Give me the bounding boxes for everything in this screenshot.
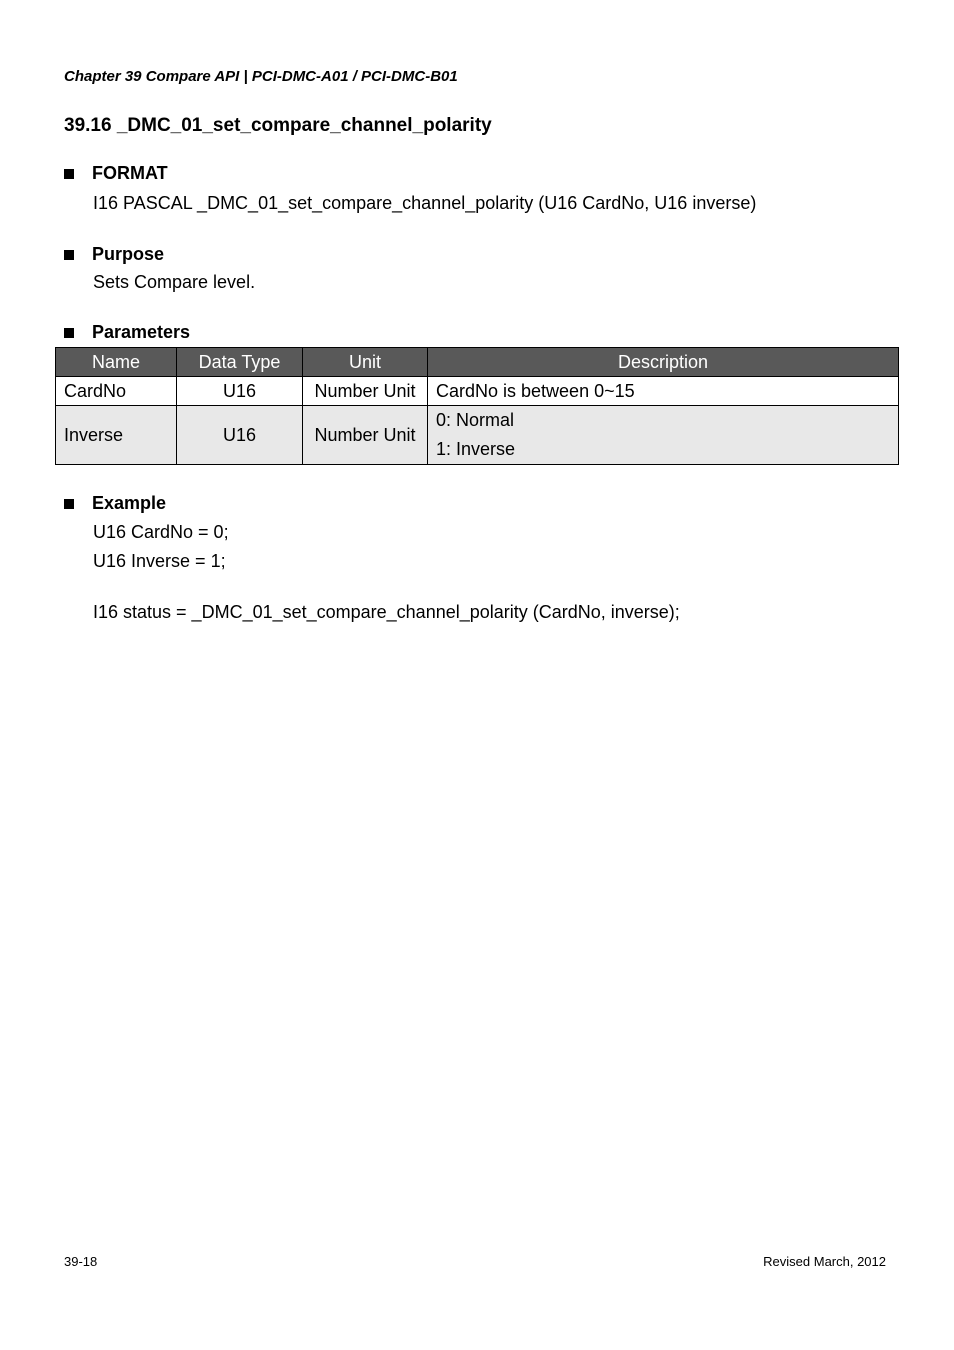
- revision-date: Revised March, 2012: [763, 1254, 886, 1269]
- chapter-header: Chapter 39 Compare API | PCI-DMC-A01 / PCI-DMC-B01: [64, 68, 458, 85]
- square-bullet-icon: [64, 499, 74, 509]
- param-unit-cell: Number Unit: [303, 406, 428, 465]
- param-type-cell: U16: [177, 406, 303, 465]
- table-row: [56, 406, 899, 465]
- section-title: 39.16 _DMC_01_set_compare_channel_polarity: [64, 115, 492, 136]
- purpose-heading: [64, 244, 164, 265]
- example-line: U16 CardNo = 0;: [93, 522, 229, 542]
- desc-line: 0: Normal: [436, 410, 515, 430]
- column-header-data-type: Data Type: [177, 348, 303, 377]
- table-row: [56, 377, 899, 406]
- param-desc-cell: CardNo is between 0~15: [428, 377, 899, 406]
- parameters-table: [55, 347, 899, 465]
- param-name-cell: Inverse: [56, 406, 177, 465]
- format-text: I16 PASCAL _DMC_01_set_compare_channel_polarity (U16 CardNo, U16 inverse): [93, 193, 757, 213]
- parameters-heading: [64, 322, 190, 343]
- square-bullet-icon: [64, 250, 74, 260]
- column-header-name: Name: [56, 348, 177, 377]
- square-bullet-icon: [64, 169, 74, 179]
- example-line: U16 Inverse = 1;: [93, 551, 226, 571]
- format-heading: [64, 163, 168, 184]
- purpose-heading-label: Purpose: [92, 244, 165, 264]
- example-heading-label: Example: [92, 493, 167, 513]
- purpose-text: Sets Compare level.: [93, 272, 256, 292]
- param-desc-cell: [428, 406, 899, 465]
- column-header-description: Description: [428, 348, 899, 377]
- param-name-cell: CardNo: [56, 377, 177, 406]
- desc-line: 1: Inverse: [436, 439, 516, 459]
- square-bullet-icon: [64, 328, 74, 338]
- example-heading: [64, 493, 166, 514]
- table-header-row: [56, 348, 899, 377]
- example-line: I16 status = _DMC_01_set_compare_channel_polarity (CardNo, inverse);: [93, 602, 680, 622]
- param-unit-cell: Number Unit: [303, 377, 428, 406]
- parameters-heading-label: Parameters: [92, 322, 191, 342]
- column-header-unit: Unit: [303, 348, 428, 377]
- param-type-cell: U16: [177, 377, 303, 406]
- page-number: 39-18: [64, 1254, 98, 1269]
- format-heading-label: FORMAT: [92, 163, 168, 183]
